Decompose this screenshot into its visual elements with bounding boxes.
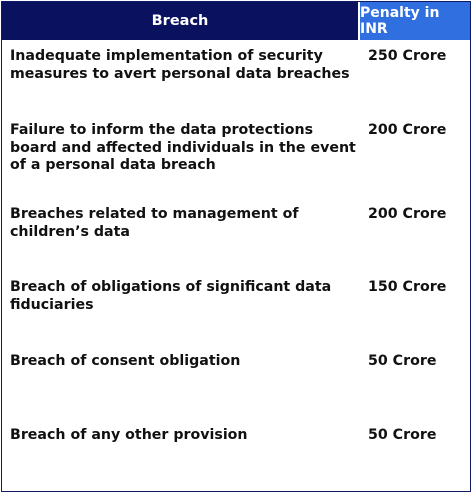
penalty-cell: 200 Crore (368, 122, 447, 138)
breach-cell: Breach of obligations of significant data fiduciaries (10, 279, 332, 313)
header-breach: Breach (2, 2, 360, 40)
breach-cell: Failure to inform the data protections board and affected individuals in the event of a personal data breach (10, 122, 356, 173)
breach-cell: Breaches related to management of children’s data (10, 206, 299, 240)
breach-cell: Breach of any other provision (10, 427, 248, 443)
breach-cell: Breach of consent obligation (10, 353, 241, 369)
penalty-cell: 150 Crore (368, 279, 447, 295)
breach-cell: Inadequate implementation of security measures to avert personal data breaches (10, 48, 350, 82)
penalty-cell: 250 Crore (368, 48, 447, 64)
penalty-cell: 50 Crore (368, 353, 437, 369)
table-row (2, 206, 470, 241)
table-row (2, 353, 470, 371)
table-row (2, 279, 470, 314)
penalty-table (1, 1, 471, 492)
header-penalty: Penalty in INR (360, 2, 470, 40)
penalty-cell: 50 Crore (368, 427, 437, 443)
table-header (2, 2, 470, 40)
table-row (2, 122, 470, 175)
table-row (2, 427, 470, 445)
table-row (2, 48, 470, 83)
penalty-cell: 200 Crore (368, 206, 447, 222)
